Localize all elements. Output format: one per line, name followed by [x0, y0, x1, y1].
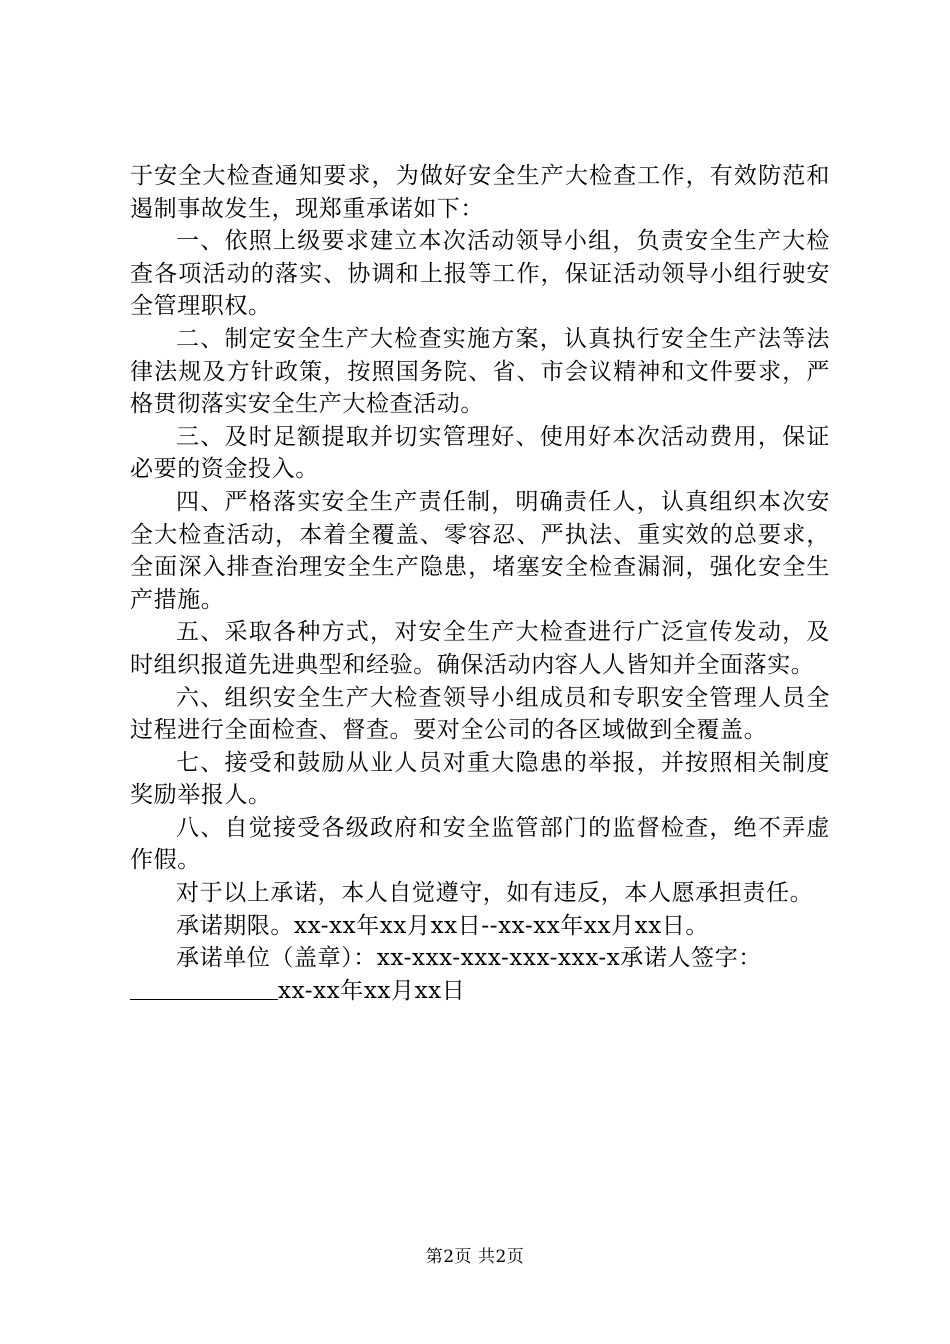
signature-date: xx-xx年xx月xx日 — [278, 977, 466, 1004]
paragraph-item-1: 一、依照上级要求建立本次活动领导小组，负责安全生产大检查各项活动的落实、协调和上报等工作，保证活动领导小组行驶安全管理职权。 — [130, 228, 830, 320]
paragraph-intro: 于安全大检查通知要求，为做好安全生产大检查工作，有效防范和遏制事故发生，现郑重承诺如下： — [130, 163, 830, 222]
paragraph-term: 承诺期限。xx-xx年xx月xx日--xx-xx年xx月xx日。 — [176, 912, 710, 939]
signature-blank — [130, 975, 278, 1000]
paragraph-item-4: 四、严格落实安全生产责任制，明确责任人，认真组织本次安全大检查活动，本着全覆盖、零容忍、严执法、重实效的总要求，全面深入排查治理安全生产隐患，堵塞安全检查漏洞，强化安全生产措施。 — [130, 488, 830, 613]
paragraph-commitment: 对于以上承诺，本人自觉遵守，如有违反，本人愿承担责任。 — [176, 880, 814, 907]
paragraph-item-2: 二、制定安全生产大检查实施方案，认真执行安全生产法等法律法规及方针政策，按照国务院、省、市会议精神和文件要求，严格贯彻落实安全生产大检查活动。 — [130, 325, 830, 418]
paragraph-signing-unit: 承诺单位（盖章）：xx-xxx-xxx-xxx-xxx-x承诺人签字： — [176, 945, 762, 972]
paragraph-item-5: 五、采取各种方式，对安全生产大检查进行广泛宣传发动，及时组织报道先进典型和经验。确保活动内容人人皆知并全面落实。 — [130, 619, 830, 678]
paragraph-item-3: 三、及时足额提取并切实管理好、使用好本次活动费用，保证必要的资金投入。 — [130, 423, 830, 483]
paragraph-item-7: 七、接受和鼓励从业人员对重大隐患的举报，并按照相关制度奖励举报人。 — [130, 749, 830, 809]
document-body — [130, 160, 830, 1007]
page-number-label: 第2页 共2页 — [425, 1247, 525, 1267]
paragraph-item-6: 六、组织安全生产大检查领导小组成员和专职安全管理人员全过程进行全面检查、督查。要对全公司的各区域做到全覆盖。 — [130, 684, 830, 744]
signature-line — [130, 975, 830, 1008]
paragraph-item-8: 八、自觉接受各级政府和安全监管部门的监督检查，绝不弄虚作假。 — [130, 814, 830, 874]
page-footer — [0, 1242, 950, 1267]
